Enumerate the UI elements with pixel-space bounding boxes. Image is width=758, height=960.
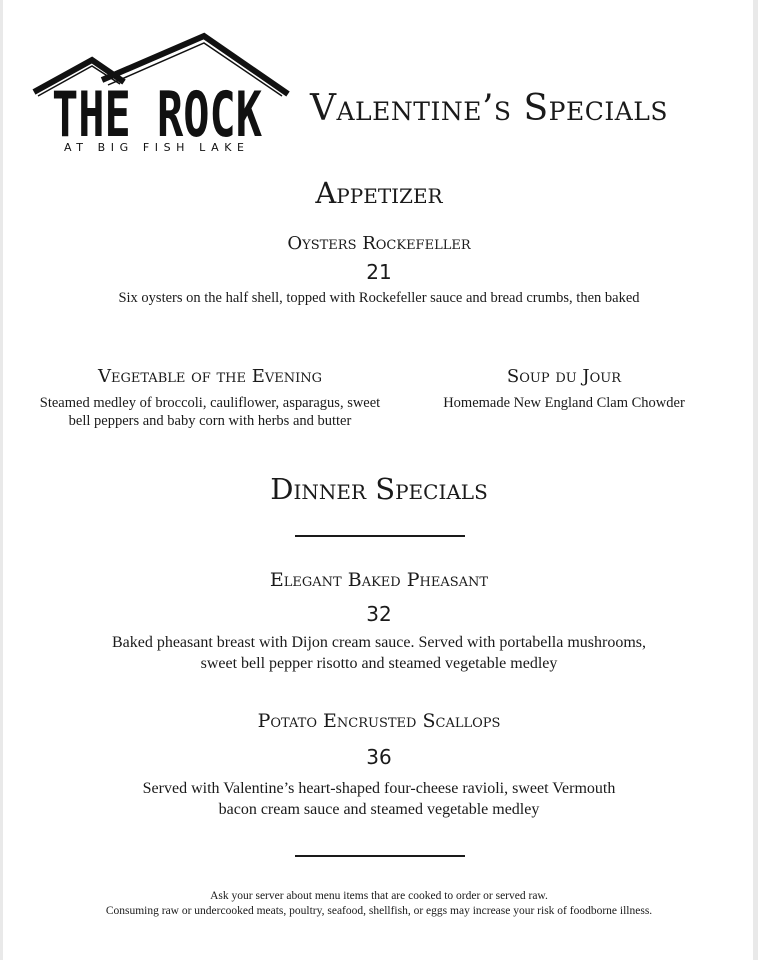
scallops-description-line-2: bacon cream sauce and steamed vegetable medley [218,801,540,818]
logo-subtitle: AT BIG FISH LAKE [64,141,244,154]
pheasant-price: 32 [366,602,392,626]
oysters-description: Six oysters on the half shell, topped with Rockefeller sauce and bread crumbs, then baked [118,290,640,306]
the-rock-logo [32,30,290,155]
pheasant-description [0,632,758,674]
page-title: Valentine’s Specials [310,88,668,129]
divider-top [295,535,465,537]
footer-line-1: Ask your server about menu items that are cooked to order or served raw. [210,890,548,902]
pheasant-description-line-1: Baked pheasant breast with Dijon cream sauce. Served with portabella mushrooms, [111,634,647,651]
soup-description: Homemade New England Clam Chowder [443,395,685,411]
soup-title: Soup du Jour [506,366,622,387]
oysters-price: 21 [366,260,392,284]
scallops-title: Potato Encrusted Scallops [257,710,501,732]
vegetable-description [20,394,400,430]
scallops-description-line-1: Served with Valentine’s heart-shaped four-cheese ravioli, sweet Vermouth [142,780,616,797]
scallops-description [0,778,758,820]
pheasant-title: Elegant Baked Pheasant [269,569,489,591]
oysters-title: Oysters Rockefeller [287,233,471,254]
logo-wordmark: THE ROCK [52,78,263,151]
scallops-price: 36 [366,745,392,769]
dinner-heading: Dinner Specials [270,472,488,506]
footer-line-2: Consuming raw or undercooked meats, poultry, seafood, shellfish, or eggs may increase your risk of foodborne illness. [105,905,653,917]
footer-disclaimer [0,889,758,919]
vegetable-description-line-2: bell peppers and baby corn with herbs and butter [68,413,352,429]
divider-bottom [295,855,465,857]
vegetable-title: Vegetable of the Evening [97,366,322,387]
vegetable-description-line-1: Steamed medley of broccoli, cauliflower, asparagus, sweet [39,395,381,411]
pheasant-description-line-2: sweet bell pepper risotto and steamed vegetable medley [200,655,558,672]
appetizer-heading: Appetizer [315,176,443,210]
